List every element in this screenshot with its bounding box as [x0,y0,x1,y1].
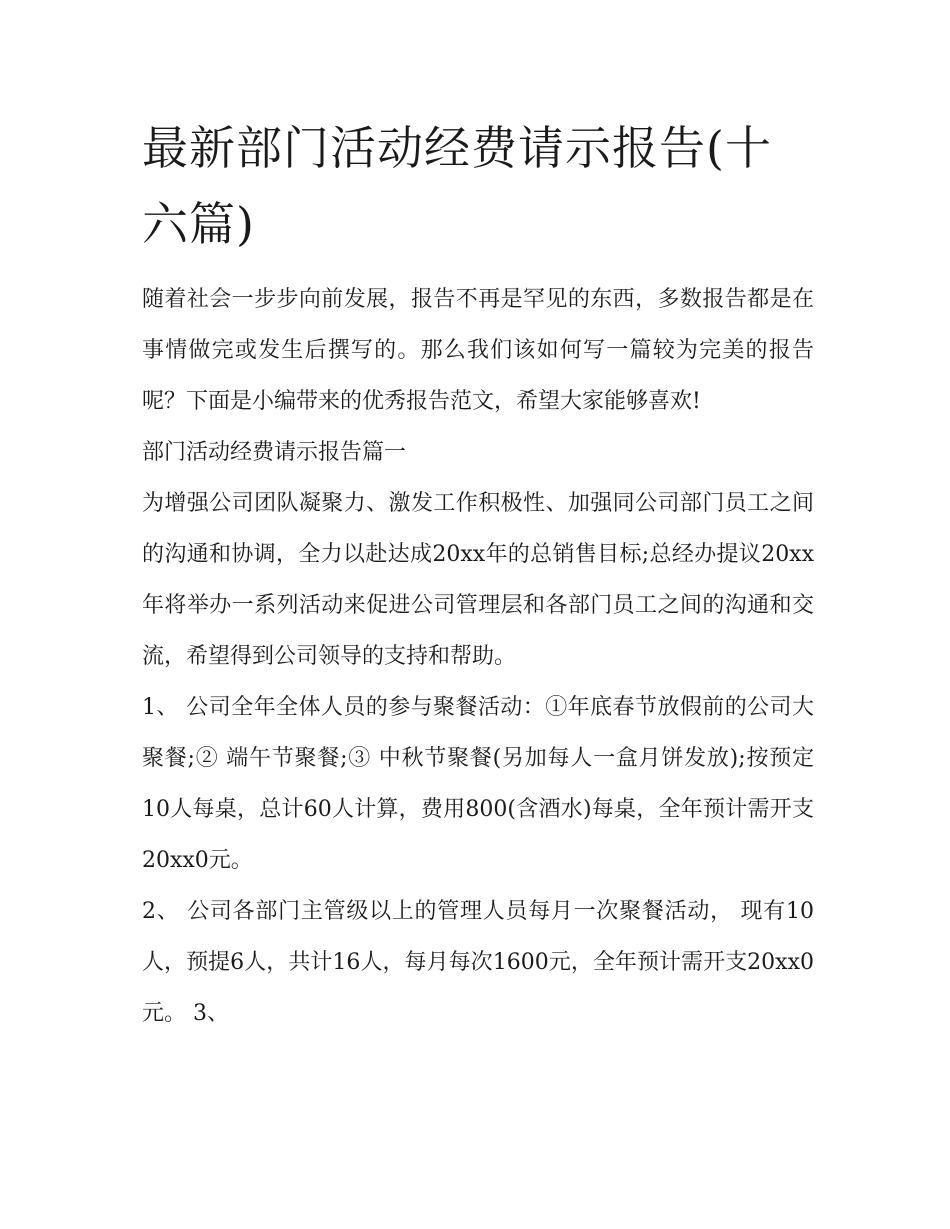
intro-paragraph: 随着社会一步步向前发展，报告不再是罕见的东西，多数报告都是在事情做完或发生后撰写的。那么我们该如何写一篇较为完美的报告呢？下面是小编带来的优秀报告范文，希望大家能够喜欢! [142,287,814,414]
section-heading: 部门活动经费请示报告篇一 [142,440,407,465]
body-paragraph: 为增强公司团队凝聚力、激发工作积极性、加强同公司部门员工之间的沟通和协调，全力以赴达成20xx年的总销售目标;总经办提议20xx年将举办一系列活动来促进公司管理层和各部门员工之间的沟通和交流，希望得到公司领导的支持和帮助。 [142,491,814,669]
list-item-1: 1、 公司全年全体人员的参与聚餐活动：①年底春节放假前的公司大聚餐;② 端午节聚餐;③ 中秋节聚餐(另加每人一盒月饼发放);按预定10人每桌，总计60人计算，费用800(含酒水)每桌，全年预计需开支20xx0元。 [142,695,814,873]
document-page [142,110,814,1039]
list-item-2: 2、 公司各部门主管级以上的管理人员每月一次聚餐活动， 现有10人，预提6人，共计16人，每月每次1600元，全年预计需开支20xx0元。 3、 [142,899,814,1026]
document-title: 最新部门活动经费请示报告(十六篇) [142,121,772,251]
